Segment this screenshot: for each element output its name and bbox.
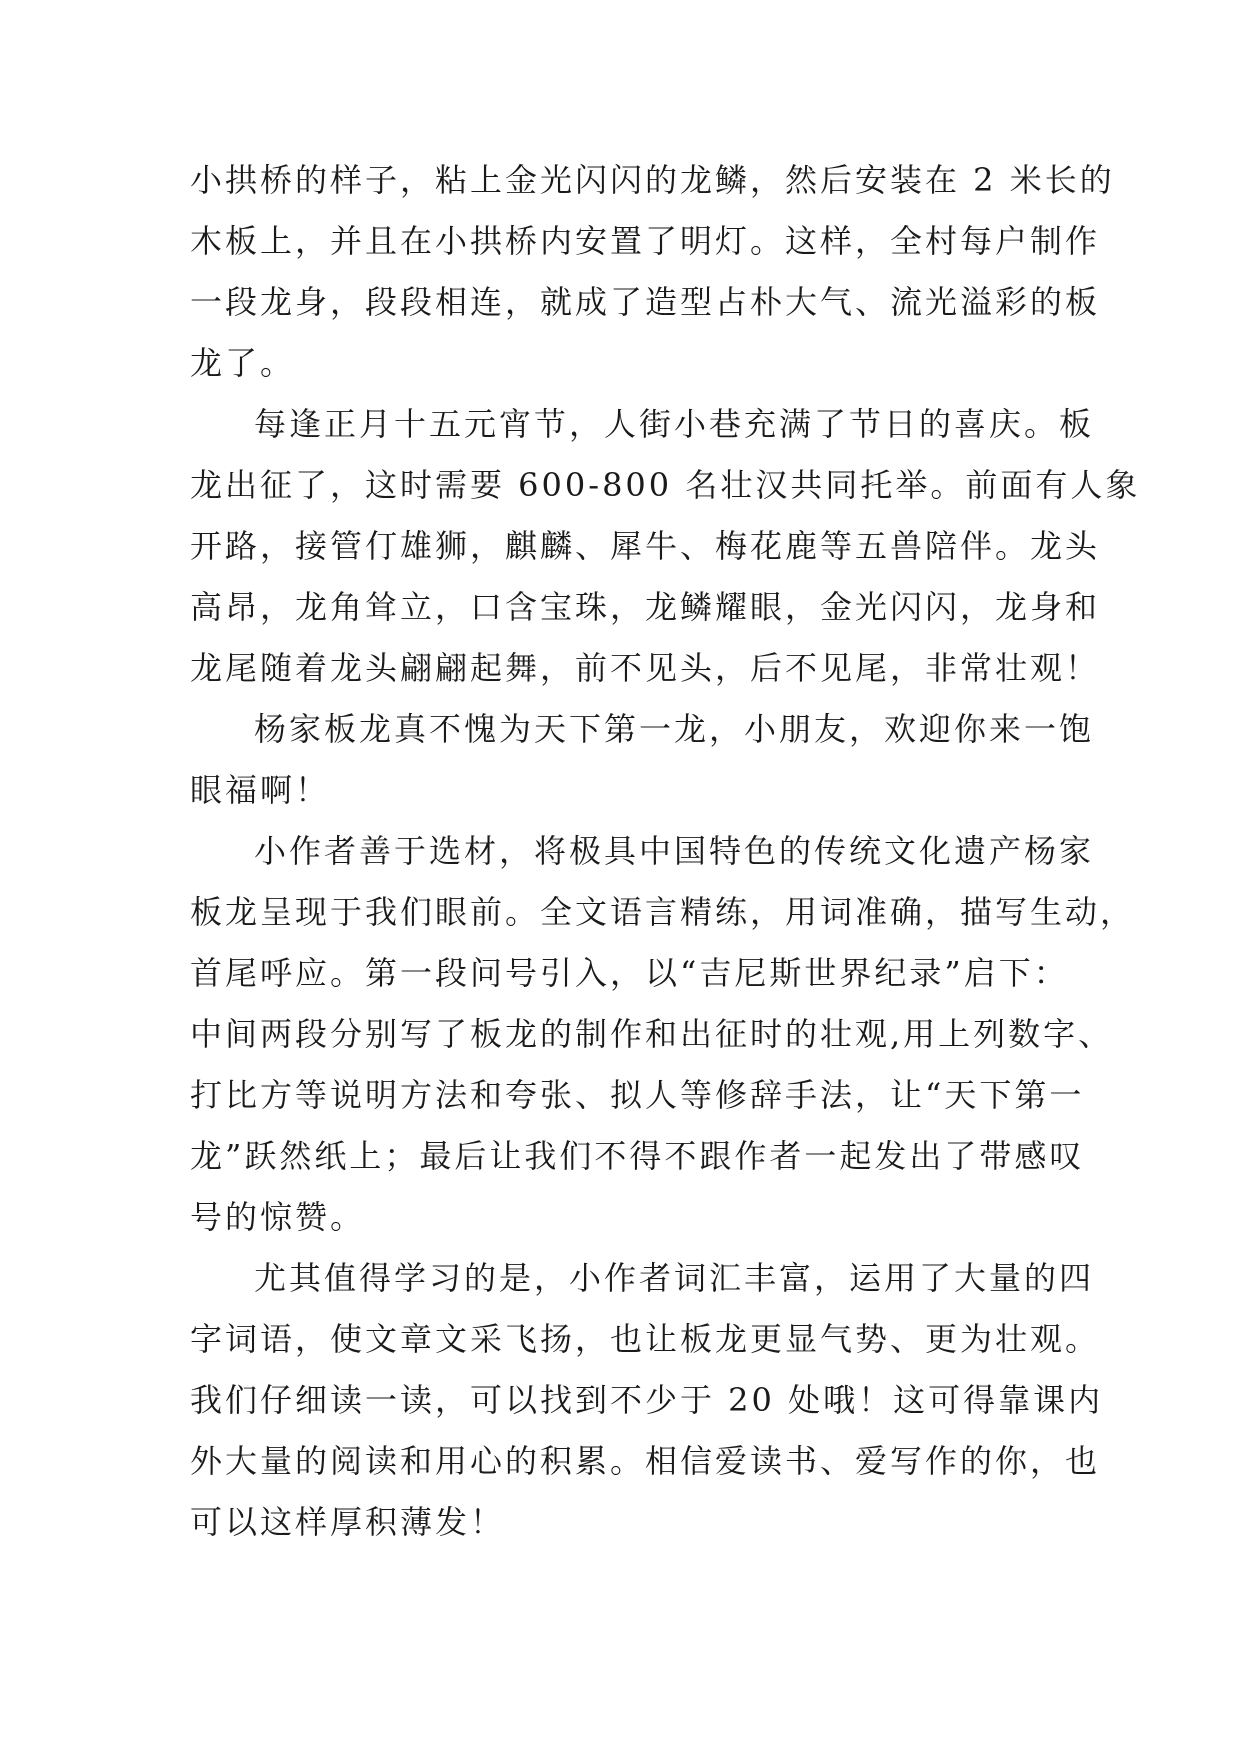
- text-line: 中间两段分别写了板龙的制作和出征时的壮观,用上列数字、: [190, 1015, 1114, 1053]
- text-line: 我们仔细读一读，可以找到不少于 20 处哦！这可得靠课内: [190, 1381, 1104, 1419]
- text-line: 号的惊赞。: [190, 1198, 366, 1236]
- text-line: 尤其值得学习的是，小作者词汇丰富，运用了大量的四: [254, 1259, 1095, 1297]
- text-line: 一段龙身，段段相连，就成了造型占朴大气、流光溢彩的板: [190, 283, 1101, 321]
- text-line: 龙”跃然纸上；最后让我们不得不跟作者一起发出了带感叹: [190, 1137, 1085, 1175]
- text-line: 高昂，龙角耸立，口含宝珠，龙鳞耀眼，金光闪闪，龙身和: [190, 588, 1101, 626]
- paragraph-2: [190, 394, 1141, 699]
- text-line: 龙尾随着龙头翩翩起舞，前不见头，后不见尾，非常壮观！: [190, 649, 1101, 687]
- text-line: 板龙呈现于我们眼前。全文语言精练，用词准确，描写生动，: [190, 893, 1136, 931]
- article-text: [190, 150, 1141, 1553]
- text-line: 木板上，并且在小拱桥内安置了明灯。这样，全村每户制作: [190, 222, 1101, 260]
- text-line: 小拱桥的样子，粘上金光闪闪的龙鳞，然后安装在 2 米长的: [190, 161, 1115, 199]
- paragraph-5: [190, 1248, 1104, 1553]
- paragraph-4: [190, 821, 1136, 1248]
- text-line: 小作者善于选材，将极具中国特色的传统文化遗产杨家: [254, 832, 1095, 870]
- text-line: 字词语，使文章文采飞扬，也让板龙更显气势、更为壮观。: [190, 1320, 1101, 1358]
- text-line: 首尾呼应。第一段问号引入，以“吉尼斯世界纪录”启下：: [190, 954, 1069, 992]
- paragraph-3: [190, 699, 1095, 821]
- text-line: 外大量的阅读和用心的积累。相信爱读书、爱写作的你，也: [190, 1442, 1101, 1480]
- text-line: 龙了。: [190, 344, 296, 382]
- paragraph-1: [190, 150, 1115, 394]
- text-line: 打比方等说明方法和夸张、拟人等修辞手法，让“天下第一: [190, 1076, 1085, 1114]
- text-line: 开路，接管仃雄狮，麒麟、犀牛、梅花鹿等五兽陪伴。龙头: [190, 527, 1101, 565]
- text-line: 眼福啊！: [190, 771, 331, 809]
- text-line: 杨家板龙真不愧为天下第一龙，小朋友，欢迎你来一饱: [254, 710, 1095, 748]
- text-line: 龙出征了，这时需要 600-800 名壮汉共同托举。前面有人象: [190, 466, 1141, 504]
- text-line: 可以这样厚积薄发！: [190, 1503, 506, 1541]
- text-line: 每逢正月十五元宵节，人街小巷充满了节日的喜庆。板: [254, 405, 1095, 443]
